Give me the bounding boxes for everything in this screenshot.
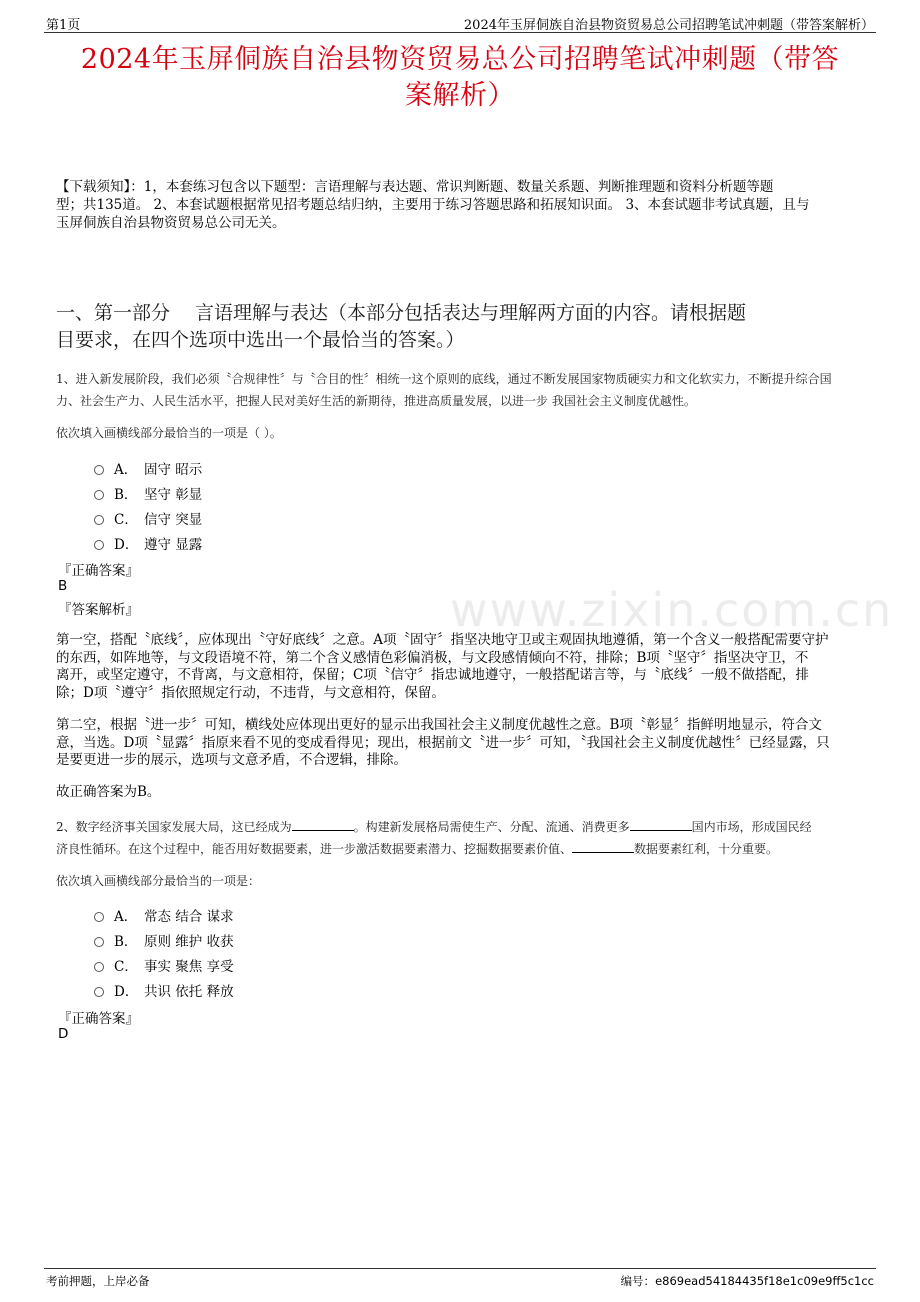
- watermark: www.zixin.com.cn: [450, 583, 894, 637]
- section-line-2: 目要求，在四个选项中选出一个最恰当的答案。）: [56, 329, 465, 351]
- q1-option-d[interactable]: D． 遵守 显露: [94, 533, 202, 553]
- q2-option-a[interactable]: A． 常态 结合 谋求: [94, 905, 234, 925]
- q2-option-c[interactable]: C． 事实 聚焦 享受: [94, 955, 234, 975]
- section-heading: [56, 300, 868, 354]
- q2-answer: D: [58, 1026, 69, 1042]
- title-line-1: 2024年玉屏侗族自治县物资贸易总公司招聘笔试冲刺题（带答: [80, 44, 840, 75]
- download-notice: [56, 178, 868, 232]
- footer-code: 编号：e869ead54184435f18e1c09e9ff5c1cc: [620, 1274, 874, 1288]
- q1-analysis-paragraph-1: 第一空，搭配〝底线〞，应体现出〝守好底线〞之意。A项〝固守〞指坚决地守卫或主观固执地遵循，第一个含义一般搭配需要守护 的东西，如阵地等，与文段语境不符，第二个含义感情色彩偏消极，与文段感情倾向不符，排除；B项〝坚守〞指坚决守卫，不 离开，或坚定遵守，不背离，与文意相符，保留；C项〝信守〞指忠诚地遵守，一般搭配诺言等，与〝底线〞一般不做搭配，排 除；D项〝遵守〞指依照规定行动，不违背，与文意相符，保留。: [56, 632, 829, 701]
- notice-line-1: 【下载须知】：1，本套练习包含以下题型：言语理解与表达题、常识判断题、数量关系题、判断推理题和资料分析题等题: [56, 179, 774, 195]
- q2-line-2: 济良性循环。在这个过程中，能否用好数据要素，进一步激活数据要素潜力、挖掘数据要素价值、 数据要素红利，十分重要。: [56, 842, 779, 856]
- q1-analysis-paragraph-2: 第二空，根据〝进一步〞可知，横线处应体现出更好的显示出我国社会主义制度优越性之意。B项〝彰显〞指鲜明地显示，符合文 意，当选。D项〝显露〞指原来看不见的变成看得见；现出，根据前文〝进一步〞可知，〝我国社会主义制度优越性〞已经显露，只 是要更进一步的展示，选项与文意矛盾，不合逻辑，排除。: [56, 717, 830, 768]
- footer-slogan: 考前押题，上岸必备: [46, 1274, 150, 1288]
- radio-icon[interactable]: [94, 515, 104, 525]
- radio-icon[interactable]: [94, 962, 104, 972]
- radio-icon[interactable]: [94, 987, 104, 997]
- q1-line-2: 力、社会生产力、人民生活水平，把握人民对美好生活的新期待，推进高质量发展，以进一步 我国社会主义制度优越性。: [56, 394, 696, 408]
- page-footer: [44, 1268, 876, 1289]
- q2-answer-label: 『正确答案』: [58, 1011, 139, 1027]
- radio-icon[interactable]: [94, 540, 104, 550]
- q1-answer-label: 『正确答案』: [58, 563, 139, 579]
- answer-blank: [292, 818, 354, 831]
- q1-option-b[interactable]: B． 坚守 彰显: [94, 483, 202, 503]
- notice-line-3: 玉屏侗族自治县物资贸易总公司无关。: [56, 215, 286, 231]
- question-2-text: [56, 816, 868, 860]
- answer-blank: [630, 818, 692, 831]
- title-line-2: 案解析）: [405, 80, 515, 111]
- q2-line-1: 2、数字经济事关国家发展大局，这已经成为 。构建新发展格局需使生产、分配、流通、消费更多 国内市场，形成国民经: [56, 820, 812, 834]
- q1-option-a[interactable]: A． 固守 昭示: [94, 458, 202, 478]
- radio-icon[interactable]: [94, 912, 104, 922]
- q1-line-1: 1、进入新发展阶段，我们必须〝合规律性〞与〝合目的性〞相统一这个原则的底线，通过不断发展国家物质硬实力和文化软实力，不断提升综合国: [56, 372, 832, 386]
- q1-stem: 依次填入画横线部分最恰当的一项是（ ）。: [56, 426, 282, 440]
- page-number: 第1页: [46, 18, 81, 33]
- notice-line-2: 型；共135道。 2、本套试题根据常见招考题总结归纳，主要用于练习答题思路和拓展知识面。 3、本套试题非考试真题，且与: [56, 197, 810, 213]
- q1-answer: B: [58, 578, 68, 594]
- q1-conclusion: 故正确答案为B。: [56, 784, 161, 800]
- page-header: [44, 12, 876, 33]
- q2-option-b[interactable]: B． 原则 维护 收获: [94, 930, 234, 950]
- q1-option-c[interactable]: C． 信守 突显: [94, 508, 202, 528]
- answer-blank: [572, 840, 634, 853]
- radio-icon[interactable]: [94, 465, 104, 475]
- radio-icon[interactable]: [94, 490, 104, 500]
- q2-option-d[interactable]: D． 共识 依托 释放: [94, 980, 234, 1000]
- radio-icon[interactable]: [94, 937, 104, 947]
- q2-stem: 依次填入画横线部分最恰当的一项是：: [56, 874, 261, 888]
- question-1-text: [56, 368, 868, 412]
- section-line-1: 一、第一部分 言语理解与表达（本部分包括表达与理解两方面的内容。请根据题: [56, 302, 747, 324]
- header-doc-title: 2024年玉屏侗族自治县物资贸易总公司招聘笔试冲刺题（带答案解析）: [463, 18, 874, 33]
- q1-analysis-label: 『答案解析』: [58, 602, 139, 618]
- document-title: [50, 42, 870, 114]
